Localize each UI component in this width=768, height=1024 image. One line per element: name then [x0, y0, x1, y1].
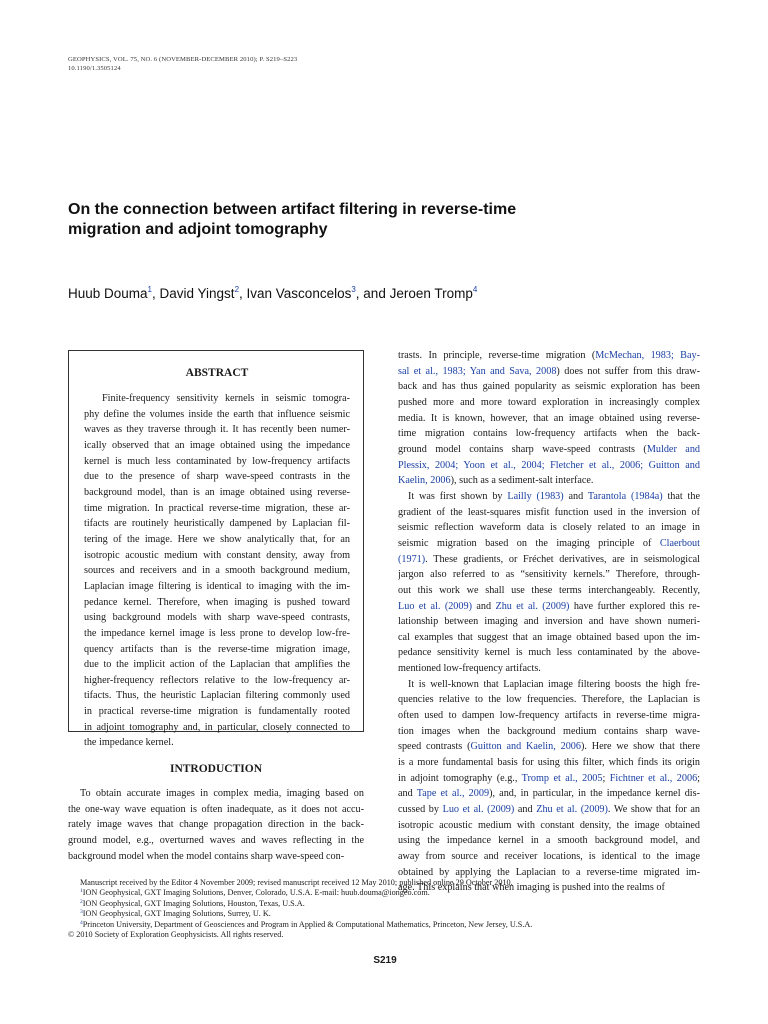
text-segment: the impedance kernel.	[84, 737, 174, 749]
text-line	[398, 395, 700, 411]
text-segment: often used to dampen low-frequency artifacts in reverse-time migra-	[398, 710, 700, 722]
text-segment: media. It is known, however, that an image obtained using reverse-	[398, 412, 700, 424]
text-line	[398, 771, 700, 787]
text-segment: jargon also referred to as “sensitivity kernels.” Therefore, through-	[398, 569, 700, 581]
text-line	[84, 501, 350, 517]
citation-link[interactable]: Zhu et al. (2009)	[495, 600, 570, 612]
text-line	[398, 505, 700, 521]
text-segment: tering of the image. Here we show analytically that, for an	[84, 533, 350, 545]
citation-link[interactable]: McMechan, 1983; Bay-	[595, 350, 700, 361]
text-line	[398, 458, 700, 474]
text-line	[84, 673, 350, 689]
footnote	[68, 909, 668, 919]
text-line	[398, 536, 700, 552]
text-segment: tifacts are routinely heuristically dampened by Laplacian fil-	[84, 518, 350, 530]
citation-link[interactable]: sal et al., 1983; Yan and Sava, 2008	[398, 365, 557, 377]
text-line	[68, 802, 364, 818]
author-separator: , and	[355, 286, 390, 301]
text-line	[398, 442, 700, 458]
author-name: David Yingst	[159, 286, 235, 301]
author-separator: ,	[152, 286, 160, 301]
affiliation-mark[interactable]: 1	[147, 285, 152, 294]
citation-link[interactable]: Lailly (1983)	[507, 490, 564, 502]
footnote-text: Manuscript received by the Editor 4 November 2009; revised manuscript received 12 May 2010; published online 29 October 2010.	[80, 878, 513, 887]
text-segment: ), and, in particular, in the impedance kernel dis-	[489, 788, 700, 800]
text-line	[84, 422, 350, 438]
footnote-text: © 2010 Society of Exploration Geophysicists. All rights reserved.	[68, 930, 284, 940]
footnote	[68, 920, 668, 930]
footnote	[68, 888, 668, 898]
text-segment: lationship between imaging and inversion and have shown numeri-	[398, 616, 700, 628]
text-segment: ;	[697, 772, 700, 784]
text-segment: due to the presence of sharp wave-speed contrasts in the	[84, 471, 350, 483]
text-line	[398, 661, 700, 677]
text-segment: cussed by	[398, 804, 443, 816]
title-line: On the connection between artifact filtering in reverse-time	[68, 201, 517, 218]
text-line	[398, 614, 700, 630]
text-segment: higher-frequency reflectors relative to the low-frequency ar-	[84, 674, 350, 686]
text-segment: seismic reflection waveform data is closely related to an image in	[398, 522, 700, 534]
text-line	[398, 599, 700, 615]
affiliation-mark[interactable]: 3	[351, 285, 356, 294]
text-segment: background model when the model contains sharp wave-speed con-	[68, 850, 345, 862]
text-segment: rately image waves that change propagation direction in the back-	[68, 819, 364, 831]
article-title	[68, 200, 628, 240]
text-line	[398, 567, 700, 583]
text-line	[398, 755, 700, 771]
text-line	[84, 391, 350, 407]
footnote-mark: 1	[80, 888, 83, 895]
text-line	[84, 563, 350, 579]
text-line	[398, 630, 700, 646]
text-line	[398, 802, 700, 818]
text-segment: have further explored this re-	[569, 600, 700, 612]
text-line	[84, 407, 350, 423]
text-segment: the one-way wave equation is often inadequate, as it does not accu-	[68, 803, 364, 815]
text-segment: sources and receivers and in a smooth background medium,	[84, 565, 350, 577]
text-segment: age. This explains that when imaging is pushed into the realms of	[398, 882, 665, 894]
text-segment: waves as they traverse through it. It has recently been numer-	[84, 424, 350, 436]
text-line	[398, 786, 700, 802]
text-line	[398, 677, 700, 693]
author-name: Ivan Vasconcelos	[246, 286, 352, 301]
text-line	[84, 610, 350, 626]
text-line	[84, 626, 350, 642]
right-column-text	[398, 348, 700, 896]
text-segment: and	[471, 600, 496, 612]
journal-citation	[68, 55, 297, 73]
text-segment: background model, than is an image obtained using reverse-	[84, 486, 350, 498]
text-line	[84, 688, 350, 704]
title-line: migration and adjoint tomography	[68, 221, 328, 238]
citation-link[interactable]: (1971)	[398, 553, 426, 565]
text-segment: ground model contains sharp wave-speed contrasts (	[398, 443, 647, 455]
text-line	[68, 817, 364, 833]
text-segment: using the impedance kernel in a smooth background model, and	[398, 835, 700, 847]
text-segment: in practical reverse-time migration is fundamentally rooted	[84, 706, 350, 718]
page-number: S219	[373, 955, 397, 966]
abstract-heading: ABSTRACT	[185, 367, 249, 379]
citation-link[interactable]: Tarantola (1984a)	[587, 490, 663, 502]
text-line	[84, 579, 350, 595]
text-line	[398, 379, 700, 395]
text-line	[68, 786, 364, 802]
text-line	[84, 516, 350, 532]
citation-link[interactable]: Claerbout	[659, 537, 700, 549]
text-segment: obtained by applying the Laplacian to a reverse-time migrated im-	[398, 866, 700, 878]
citation-link[interactable]: Kaelin, 2006	[398, 475, 451, 487]
text-segment: ). Here we show that there	[580, 741, 700, 753]
author-name: Huub Douma	[68, 286, 148, 301]
text-segment: trasts. In principle, reverse-time migration (	[398, 350, 596, 361]
text-segment: It is well-known that Laplacian image filtering boosts the high fre-	[408, 678, 700, 690]
text-segment: due to the implicit action of the Laplacian that amplifies the	[84, 659, 350, 671]
journal-citation-line: GEOPHYSICS, VOL. 75, NO. 6 (NOVEMBER-DECEMBER 2010); P. S219–S223	[68, 56, 298, 63]
text-line	[68, 833, 364, 849]
text-line	[68, 849, 364, 865]
text-segment: seismic migration based on the imaging principle of	[398, 537, 660, 549]
text-segment: . We show that for an	[607, 804, 700, 816]
text-segment: pedance kernel. Therefore, when imaging is pushed toward	[84, 596, 350, 608]
footnote-text: ION Geophysical, GXT Imaging Solutions, Surrey, U. K.	[82, 909, 271, 919]
footnote-mark: 4	[80, 919, 83, 926]
text-segment: time migration contains low-frequency artifacts when the back-	[398, 428, 700, 440]
footnote-text: Princeton University, Department of Geosciences and Program in Applied & Computational Mathematics, Princeton, New Jersey, U.S.A.	[82, 919, 533, 929]
author-name: Jeroen Tromp	[389, 286, 473, 301]
text-line	[84, 595, 350, 611]
text-line	[84, 454, 350, 470]
doi-line: 10.1190/1.3505124	[68, 65, 121, 72]
citation-link[interactable]: Mulder and	[646, 443, 700, 455]
text-segment: and	[514, 804, 537, 816]
text-line	[84, 485, 350, 501]
text-segment: the impedance kernel image is less prone to develop low-fre-	[84, 627, 350, 639]
text-line	[398, 739, 700, 755]
footnote	[68, 878, 668, 888]
text-segment: quencies relative to the low frequencies. Therefore, the Laplacian is	[398, 694, 700, 706]
citation-link[interactable]: Guitton and Kaelin, 2006	[470, 741, 581, 753]
text-segment: ), such as a sediment-salt interface.	[450, 475, 594, 487]
text-segment: and	[563, 490, 588, 502]
introduction-text	[68, 786, 364, 864]
author-separator: ,	[239, 286, 247, 301]
introduction-heading: INTRODUCTION	[169, 763, 262, 775]
footnote	[68, 899, 668, 909]
text-line	[84, 642, 350, 658]
text-line	[84, 438, 350, 454]
footnotes	[68, 878, 668, 940]
affiliation-mark[interactable]: 2	[234, 285, 240, 294]
text-line	[398, 348, 700, 364]
text-segment: Laplacian image filtering is identical to imaging with the im-	[84, 580, 350, 592]
text-segment: ;	[602, 772, 610, 784]
citation-link[interactable]: Fichtner et al., 2006	[609, 772, 698, 784]
text-line	[398, 364, 700, 380]
text-segment: pedance sensitivity kernel is much less contaminated by the above-	[398, 647, 700, 659]
text-segment: tion images when the background medium contains sharp wave-	[398, 725, 700, 737]
footnote-mark: 3	[80, 909, 83, 916]
text-segment: using background models with sharp wave-speed contrasts,	[84, 612, 350, 624]
text-line	[398, 708, 700, 724]
footnote	[68, 930, 668, 940]
text-line	[398, 849, 700, 865]
text-segment: time migration. In practical reverse-time migration, these ar-	[84, 502, 350, 514]
text-segment: pushed more and more toward exploration in increasingly complex	[398, 396, 700, 408]
text-segment: tifacts. Thus, the heuristic Laplacian filtering commonly used	[84, 690, 350, 702]
text-line	[84, 532, 350, 548]
footnote-text: ION Geophysical, GXT Imaging Solutions, Denver, Colorado, U.S.A. E-mail: huub.douma@iongeo.com.	[82, 888, 430, 898]
text-line	[398, 645, 700, 661]
text-line	[398, 473, 700, 489]
text-line	[84, 735, 350, 751]
text-segment: ically observed that an image obtained using the impedance	[84, 439, 350, 451]
text-segment: is a more fundamental basis for using this filter, which finds its origin	[398, 757, 700, 769]
text-segment: kernel is much less contaminated by low-frequency artifacts	[84, 455, 350, 467]
text-segment: mentioned low-frequency artifacts.	[398, 663, 541, 675]
text-segment: back and has thus gained popularity as seismic exploration has been	[398, 381, 700, 393]
text-segment: ground model, e.g., overturned waves and waves reflecting in the	[68, 834, 364, 846]
citation-link[interactable]: Zhu et al. (2009)	[536, 804, 608, 816]
text-segment: To obtain accurate images in complex media, imaging based on	[80, 788, 364, 799]
text-line	[84, 657, 350, 673]
text-line	[398, 520, 700, 536]
text-segment: cal examples that suggest that an image obtained based upon the im-	[398, 631, 700, 643]
text-line	[398, 692, 700, 708]
text-line	[398, 411, 700, 427]
citation-link[interactable]: Plessix, 2004; Yoon et al., 2004; Fletcher et al., 2006; Guitton and	[398, 459, 700, 471]
text-segment: in adjoint tomography (e.g.,	[398, 772, 522, 784]
text-segment: phy define the volumes inside the earth that influence seismic	[84, 408, 350, 420]
footnote-text: ION Geophysical, GXT Imaging Solutions, Houston, Texas, U.S.A.	[82, 898, 305, 908]
text-line	[84, 469, 350, 485]
text-line	[398, 552, 700, 568]
text-line	[398, 724, 700, 740]
footnote-mark: 2	[80, 898, 83, 905]
text-line	[398, 818, 700, 834]
citation-link[interactable]: Luo et al. (2009)	[442, 804, 515, 816]
citation-link[interactable]: Tromp et al., 2005	[521, 772, 603, 784]
text-line	[84, 548, 350, 564]
text-segment: and	[398, 788, 417, 800]
citation-link[interactable]: Tape et al., 2009	[416, 788, 490, 800]
abstract-text	[84, 391, 350, 751]
text-segment: Finite-frequency sensitivity kernels in seismic tomogra-	[102, 393, 350, 404]
text-line	[398, 426, 700, 442]
text-line	[398, 833, 700, 849]
text-segment: It was first shown by	[408, 490, 508, 502]
text-segment: in adjoint tomography and, in particular, closely connected to	[84, 721, 350, 733]
text-line	[398, 489, 700, 505]
text-segment: isotropic acoustic medium with constant density, away from	[84, 549, 350, 561]
text-segment: that the	[662, 490, 700, 502]
affiliation-mark[interactable]: 4	[472, 285, 478, 294]
text-segment: speed contrasts (	[398, 741, 471, 753]
text-segment: ) does not suffer from this draw-	[556, 365, 700, 377]
text-segment: . These gradients, or Fréchet derivatives, are in seismological	[425, 553, 700, 565]
citation-link[interactable]: Luo et al. (2009)	[398, 600, 472, 612]
text-line	[398, 583, 700, 599]
text-segment: gradient of the least-squares misfit function used in the inversion of	[398, 506, 700, 518]
text-line	[84, 704, 350, 720]
text-segment: away from source and receiver locations, is identical to the image	[398, 851, 700, 862]
author-list	[68, 285, 628, 303]
text-segment: out this work we shall use these terms interchangeably. Recently,	[398, 584, 700, 596]
text-segment: isotropic acoustic medium with constant density, the image obtained	[398, 819, 700, 831]
abstract-box	[68, 350, 364, 749]
text-segment: quency artifacts than is the reverse-time migration image,	[84, 643, 350, 655]
text-line	[84, 720, 350, 736]
